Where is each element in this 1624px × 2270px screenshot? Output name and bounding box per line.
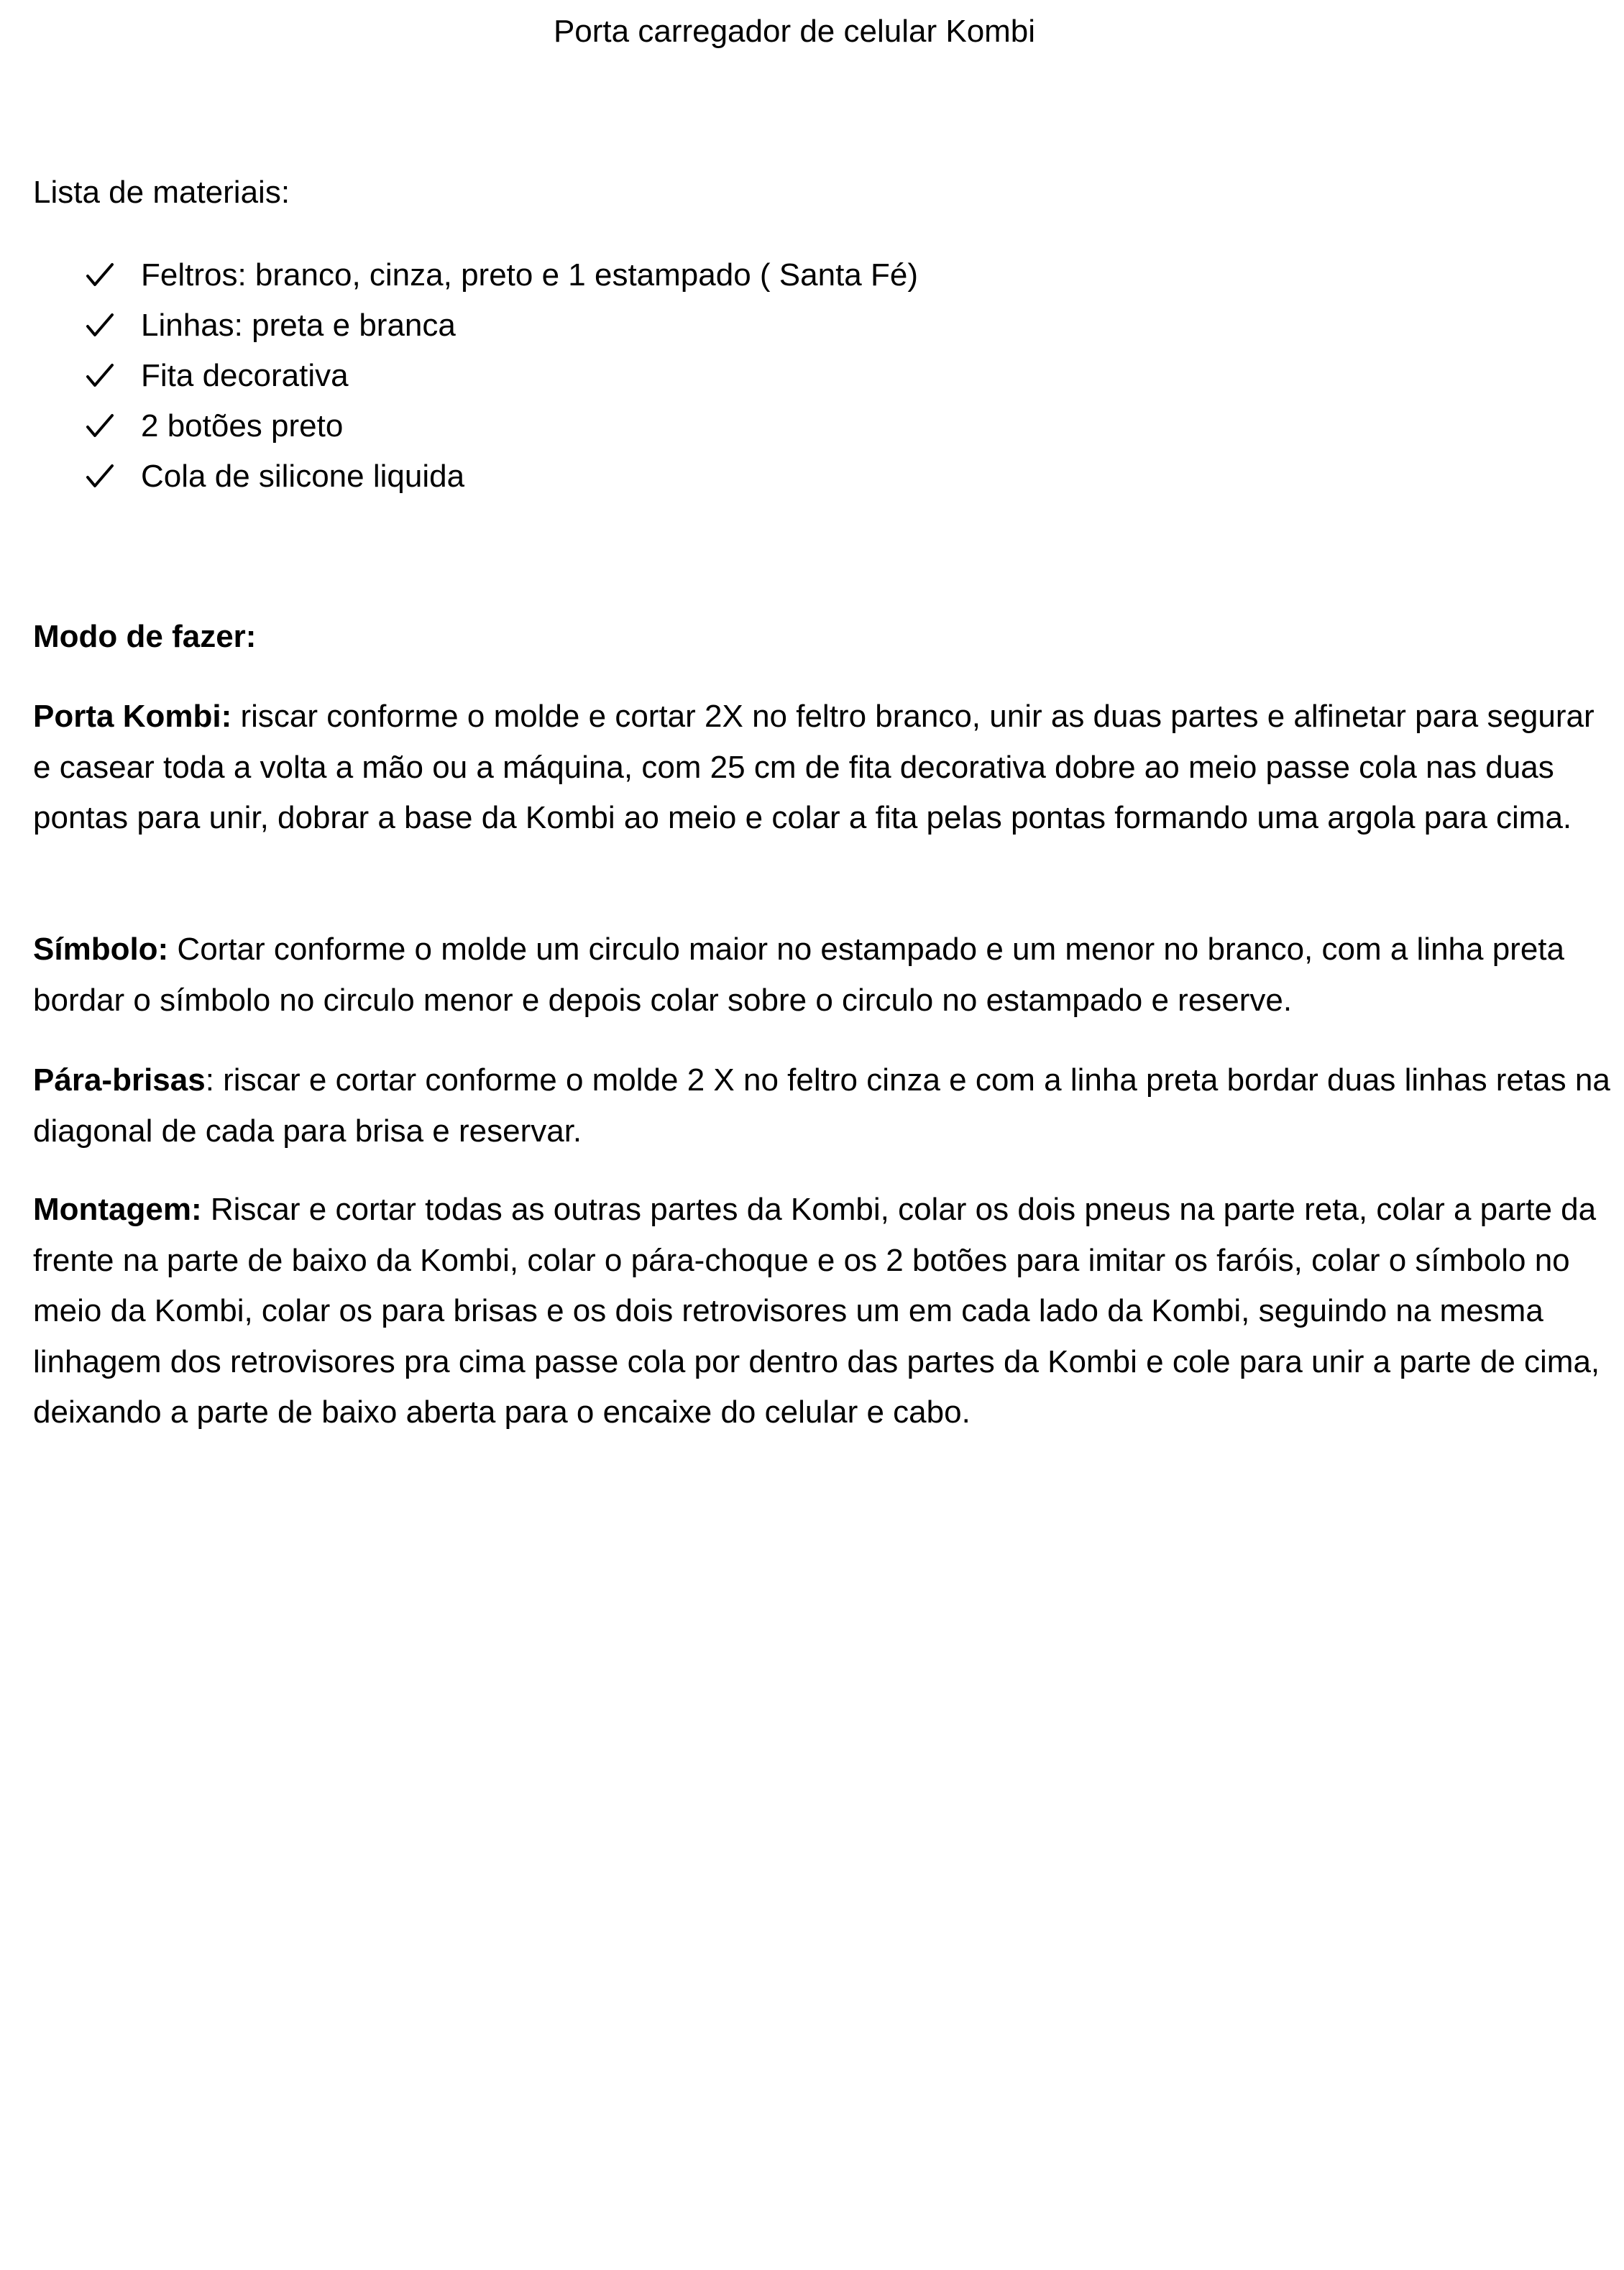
material-label: Feltros: branco, cinza, preto e 1 estampado ( Santa Fé) bbox=[141, 257, 918, 293]
section-text: : riscar e cortar conforme o molde 2 X no feltro cinza e com a linha preta bordar duas linhas retas na diagonal de cada para brisa e reservar. bbox=[33, 1062, 1610, 1149]
section-label: Porta Kombi: bbox=[33, 699, 232, 734]
list-item bbox=[85, 401, 918, 451]
section-label: Pára-brisas bbox=[33, 1062, 206, 1098]
material-label: Fita decorativa bbox=[141, 358, 349, 393]
section-para-brisas bbox=[33, 1055, 1615, 1157]
document-title: Porta carregador de celular Kombi bbox=[553, 14, 1036, 49]
section-text: Cortar conforme o molde um circulo maior no estampado e um menor no branco, com a linha preta bordar o símbolo no circulo menor e depois colar sobre o circulo no estampado e reserve. bbox=[33, 932, 1565, 1018]
section-label: Símbolo: bbox=[33, 932, 169, 967]
check-icon bbox=[85, 461, 115, 492]
list-item bbox=[85, 351, 918, 401]
list-item bbox=[85, 300, 918, 351]
list-item bbox=[85, 250, 918, 300]
method-heading: Modo de fazer: bbox=[33, 619, 257, 654]
list-item bbox=[85, 451, 918, 502]
section-text: Riscar e cortar todas as outras partes da Kombi, colar os dois pneus na parte reta, colar a parte da frente na parte de baixo da Kombi, colar o pára-choque e os 2 botões para imitar os faróis, colar o símbolo no meio da Kombi, colar os para brisas e os dois retrovisores um em cada lado da Kombi, seguindo na mesma linhagem dos retrovisores pra cima passe cola por dentro das partes da Kombi e cole para unir a parte de cima, deixando a parte de baixo aberta para o encaixe do celular e cabo. bbox=[33, 1192, 1600, 1430]
material-label: Linhas: preta e branca bbox=[141, 308, 456, 343]
section-label: Montagem: bbox=[33, 1192, 202, 1227]
section-simbolo bbox=[33, 924, 1615, 1026]
check-icon bbox=[85, 311, 115, 341]
check-icon bbox=[85, 260, 115, 290]
check-icon bbox=[85, 411, 115, 441]
section-text: riscar conforme o molde e cortar 2X no feltro branco, unir as duas partes e alfinetar para segurar e casear toda a volta a mão ou a máquina, com 25 cm de fita decorativa dobre ao meio passe cola nas duas pontas para unir, dobrar a base da Kombi ao meio e colar a fita pelas pontas formando uma argola para cima. bbox=[33, 699, 1595, 835]
section-montagem bbox=[33, 1185, 1615, 1438]
material-label: 2 botões preto bbox=[141, 408, 344, 444]
check-icon bbox=[85, 361, 115, 391]
materials-list bbox=[85, 250, 918, 502]
materials-heading: Lista de materiais: bbox=[33, 175, 290, 210]
material-label: Cola de silicone liquida bbox=[141, 459, 465, 494]
section-porta-kombi bbox=[33, 691, 1615, 844]
